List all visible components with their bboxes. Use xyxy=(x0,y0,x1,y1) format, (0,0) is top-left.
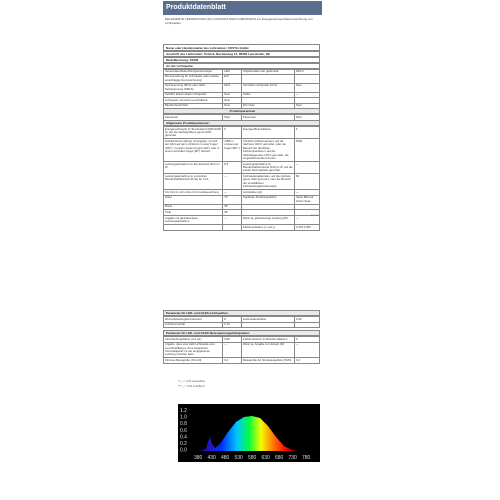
table-cell xyxy=(295,74,320,83)
table-cell: Blendschutzschild: xyxy=(164,103,223,109)
param-header-cell: Wert xyxy=(295,115,320,121)
table-cell: Ungebündelt oder gebündelt: xyxy=(241,69,294,75)
table-cell: Nein xyxy=(223,92,242,98)
y-tick-label: 0.6 xyxy=(180,427,187,434)
table-cell: Dimmbar: xyxy=(241,103,294,109)
table-cell: Nein xyxy=(295,103,320,109)
table-row xyxy=(164,322,320,328)
table-cell: 80 xyxy=(295,174,320,190)
table-cell: Netzspannung (MLS) oder Nicht-Netzspannung (NMLS): xyxy=(164,83,223,92)
table-cell: Energieverbrauch im Ein-Zustand (kWh/1000 h), auf die nächstgrößere ganze Zahl gerundet xyxy=(165,126,221,138)
table-cell: 8 xyxy=(223,317,242,323)
param-header-cell: Wert xyxy=(223,115,242,121)
general-params-table xyxy=(163,126,320,231)
param-header-cell: Parameter xyxy=(241,115,294,121)
page-mark: S. 1/1 xyxy=(311,214,318,217)
table-cell: LED xyxy=(223,69,242,75)
table-row xyxy=(164,162,320,174)
table-cell: Nutzlichtstrom (Φuse) mit Angabe, ob sich der Wert auf den Lichtstrom in einer Kugel (360°), in einem weiten Kegel (120°) oder in einem schmalen Kegel (90°) bezieht xyxy=(164,139,223,162)
footnote: **) "—" nicht zutreffend xyxy=(178,385,205,388)
table-row xyxy=(164,74,320,83)
table-cell: Wenn ja, gleichwertige Leistung (W) xyxy=(241,216,294,225)
table-cell: — xyxy=(295,190,320,196)
table-cell: Nein xyxy=(295,83,320,92)
table-cell: Flimmer-Messgröße (Pst LM) xyxy=(164,358,223,364)
table-cell: 0,90 xyxy=(223,337,242,343)
table-cell: Vernetzte Lichtquelle (CLS): xyxy=(241,83,294,92)
table-cell: Verwendete Beleuchtungstechnologie: xyxy=(164,69,223,75)
mains-params-table xyxy=(163,336,320,364)
y-tick-label: 0.0 xyxy=(180,447,187,454)
table-cell: R9-Farbwiedergabeindexwert xyxy=(164,317,223,323)
table-cell: Leistungsaufnahme im vernetzten Bereitschaftsbetrieb (Pnet) für CLS xyxy=(164,174,223,190)
table-cell: Farbkoordinaten (x und y) xyxy=(241,225,294,231)
table-cell: — xyxy=(223,216,242,225)
table-cell: Farbkonsistenz in McAdam-Ellipsen xyxy=(241,337,294,343)
table-cell: — xyxy=(295,342,320,358)
table-cell: 0,343 0,355 xyxy=(295,225,320,231)
section-product-params: Produktparameter xyxy=(163,108,320,114)
table-cell: — xyxy=(295,162,320,174)
table-cell: — xyxy=(223,174,242,190)
x-tick-label: 430 xyxy=(207,455,216,461)
x-tick-label: 680 xyxy=(275,455,284,461)
x-tick-label: 530 xyxy=(234,455,243,461)
x-tick-label: 480 xyxy=(221,455,230,461)
table-cell: 58 xyxy=(223,204,242,210)
table-cell: Tiefe xyxy=(164,210,223,216)
table-cell: — xyxy=(295,92,320,98)
supplier-name: Name oder Handelsmarke des Lieferanten: COSTin GmbH xyxy=(163,44,320,52)
page-title: Produktdatenblatt xyxy=(163,1,322,15)
table-row xyxy=(164,174,320,190)
y-tick-label: 0.8 xyxy=(180,421,187,428)
x-tick-label: 730 xyxy=(288,455,297,461)
table-cell: 8,5 xyxy=(223,162,242,174)
footnote: *) "—" nicht anwendbar xyxy=(178,380,205,383)
table-cell xyxy=(223,225,242,231)
section-led-oled: Parameter für LED- und OLED-Lichtquellen: xyxy=(163,310,320,316)
section-led-oled-mains: Parameter für LED- und OLED-Netzspannungslichtquellen: xyxy=(163,330,320,336)
table-cell: 0,4 xyxy=(295,358,320,364)
table-cell: Kolbe: xyxy=(241,92,294,98)
table-cell: Nein xyxy=(223,103,242,109)
table-cell xyxy=(295,322,320,328)
y-tick-label: 0.2 xyxy=(180,441,187,447)
table-cell: Leistungsaufnahme im Ein-Zustand (Pon) in W xyxy=(164,162,223,174)
table-row xyxy=(164,195,320,204)
led-params-table xyxy=(163,316,320,328)
regulation-intro: DELEGIERTE VERORDNUNG (EU) 2019/2015 DER KOMMISSION zur Energieverbrauchskennzeichnung von Lichtquellen xyxy=(165,17,313,25)
x-tick-label: 580 xyxy=(248,455,257,461)
table-cell: NDLS xyxy=(295,69,320,75)
table-cell: MLS xyxy=(223,83,242,92)
table-cell: Farblich abstimmbare Lichtquelle: xyxy=(164,92,223,98)
model-identifier: Modellkennung: 22309 xyxy=(163,56,320,64)
table-row xyxy=(164,83,320,92)
table-cell: Verschiebungsfaktor (cos φ1) xyxy=(164,337,223,343)
table-cell: Ähnliche Farbtemperatur, auf die nächsten 100 K gerundet, oder der Bereich der ähnlichen Farbtemperaturen, auf die nächstliegenden 100 K gerundet, die eingestellt werden können xyxy=(241,139,294,162)
y-tick-label: 1.0 xyxy=(180,414,187,421)
y-tick-label: 1.2 xyxy=(180,408,187,414)
light-source-type-label: Art der Lichtquelle: xyxy=(163,62,320,70)
param-header-cell: Parameter xyxy=(164,115,223,121)
table-cell: F xyxy=(295,127,320,139)
y-tick-label: 0.4 xyxy=(180,434,187,441)
table-row xyxy=(164,358,320,364)
table-cell: Angabe zur gleichwertigen Leistungsaufnahme xyxy=(164,216,223,225)
table-row xyxy=(164,216,320,225)
table-cell: E27 xyxy=(223,74,242,83)
table-cell: — xyxy=(223,190,242,196)
table-cell: 9 xyxy=(223,127,242,139)
x-tick-label: 780 xyxy=(302,455,311,461)
section-general: Allgemeine Produktparameter: xyxy=(163,120,320,126)
table-cell: — xyxy=(223,342,242,358)
table-cell: Mit Ausnutzung für Lichtquelle (oder andere einschlägige Kennzeichnung): xyxy=(164,74,223,83)
x-tick-label: 380 xyxy=(194,455,203,461)
table-cell: 1055 in Lm(aus der Kugel 360 °) xyxy=(223,139,242,162)
table-row xyxy=(164,127,320,139)
table-cell: Höhe xyxy=(164,195,223,204)
table-cell: Lichtquelle mit hoher Leuchtdichte: xyxy=(164,98,223,104)
table-cell: Siehe Bild auf letzter Seite xyxy=(295,195,320,204)
x-tick-label: 630 xyxy=(261,455,270,461)
table-cell xyxy=(241,322,294,328)
table-row xyxy=(164,139,320,162)
table-cell: 0,90 xyxy=(295,317,320,323)
supplier-address: Anschrift des Lieferanten: Pcmick, Buchenweg 12, 96359 Leerstetten, DE xyxy=(163,50,320,58)
table-cell xyxy=(164,225,223,231)
light-source-type-table xyxy=(163,68,320,109)
table-cell: Wenn ja, Angabe zum Ersatz (W) xyxy=(241,342,294,358)
table-cell: Lichtstärke (cd) xyxy=(241,190,294,196)
table-cell: 76 xyxy=(223,195,242,204)
table-cell: Lebensdauerfaktor xyxy=(241,317,294,323)
table-cell: Farbwiedergabeindex, auf die nächste ganze Zahl gerundet, oder der Bereich der einstellbaren Farbwiedergabeindexwerte xyxy=(241,174,294,190)
table-cell: Angabe, dass eine LED-Lichtquelle eine Leuchtstofflampe ohne integriertes Vorschaltgerät mit der angegebenen Leistung ersetzen kann xyxy=(164,342,223,358)
table-cell: 0,4 xyxy=(223,358,242,364)
table-cell xyxy=(241,74,294,83)
table-cell: 6 xyxy=(295,337,320,343)
table-cell: Energieeffizienzklasse xyxy=(241,127,294,139)
table-cell: Leistungsaufnahme im Bereitschaftszustand (Psb) in W, auf die zweite Dezimalstelle gerundet xyxy=(242,161,293,173)
table-cell: Messgröße für Stroboskopeffekt (SVM) xyxy=(241,358,294,364)
table-cell: Spektrale Strahlungsdichte xyxy=(241,195,294,204)
table-cell: — xyxy=(295,216,320,225)
table-cell: 58 xyxy=(223,210,242,216)
table-cell: Breite xyxy=(164,204,223,210)
table-cell: 0,70 xyxy=(223,322,242,328)
table-cell: Lichtstromerhalt xyxy=(164,322,223,328)
table-row xyxy=(164,225,320,231)
table-cell: Für CLS in ut/m ohne für Innenbeleuchtung xyxy=(164,190,223,196)
table-cell: 5000 xyxy=(295,139,320,162)
table-row xyxy=(164,342,320,358)
table-cell: Nein xyxy=(223,98,242,104)
spectrum-graphic xyxy=(178,404,320,462)
